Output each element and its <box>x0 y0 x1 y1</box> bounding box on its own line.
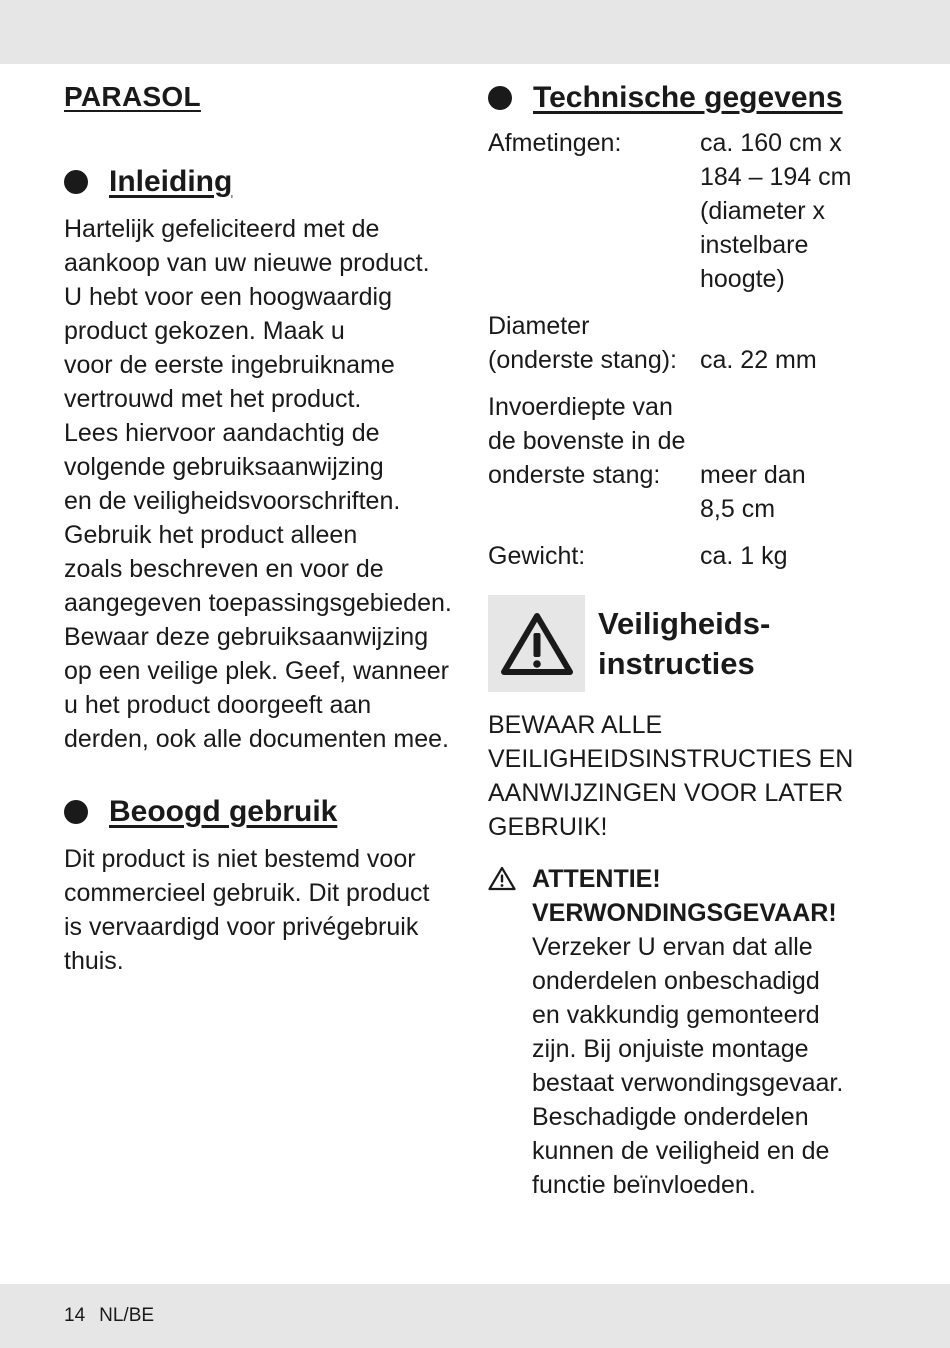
spec-row-invoerdiepte <box>488 377 852 526</box>
section-heading-inleiding <box>64 162 464 202</box>
spec-value: ca. 1 kg <box>700 542 788 570</box>
safety-caps-text: BEWAAR ALLE VEILIGHEIDSINSTRUCTIES EN AANWIJZINGEN VOOR LATER GEBRUIK! <box>488 711 854 841</box>
inleiding-text: Hartelijk gefeliciteerd met de aankoop van uw nieuwe product. U hebt voor een hoogwaardig product gekozen. Maak u voor de eerste ingebruikname vertrouwd met het product. Lees hiervoor aandachtig de volgende gebruiksaanwijzing en de veiligheidsvoorschriften. Gebruik het product alleen zoals beschreven en voor de aangegeven toepassingsgebieden. Bewaar deze gebruiksaanwijzing op een veilige plek. Geef, wanneer u het product doorgeeft aan derden, ook alle documenten mee. <box>64 215 452 753</box>
spec-value: ca. 160 cm x 184 – 194 cm (diameter x instelbare hoogte) <box>700 129 852 293</box>
bullet-icon <box>488 86 512 110</box>
footer <box>64 1305 154 1327</box>
page-number: 14 <box>64 1305 86 1326</box>
spec-value: meer dan 8,5 cm <box>700 461 806 523</box>
section-heading-beoogd-gebruik <box>64 792 464 832</box>
beoogd-gebruik-text: Dit product is niet bestemd voor commercieel gebruik. Dit product is vervaardigd voor privégebruik thuis. <box>64 845 430 975</box>
safety-heading: Veiligheids- instructies <box>598 605 771 681</box>
spec-value: ca. 22 mm <box>700 346 817 374</box>
warning-text: Verzeker U ervan dat alle onderdelen onbeschadigd en vakkundig gemonteerd zijn. Bij onjuiste montage bestaat verwondingsgevaar. Beschadigde onderdelen kunnen de veiligheid en de functie beïnvloeden. <box>532 933 844 1199</box>
right-column <box>488 78 888 1202</box>
heading-text: Technische gegevens <box>533 81 843 114</box>
spec-label: Afmetingen: <box>488 129 622 157</box>
spec-table <box>488 126 852 573</box>
spec-row-afmetingen <box>488 126 852 296</box>
warning-content <box>532 862 888 1202</box>
warning-icon-container <box>488 862 532 1202</box>
warning-block <box>488 862 888 1202</box>
warning-icon-box <box>488 595 585 692</box>
spec-label: Gewicht: <box>488 542 586 570</box>
left-column <box>64 78 464 978</box>
spec-row-diameter <box>488 296 852 377</box>
warning-heading: ATTENTIE! VERWONDINGSGEVAAR! <box>532 865 837 927</box>
bullet-icon <box>64 800 88 824</box>
header-band <box>0 0 950 64</box>
spec-label: Diameter (onderste stang): <box>488 312 677 374</box>
warning-triangle-icon <box>501 612 573 676</box>
page-title: PARASOL <box>64 81 201 112</box>
section-heading-technische-gegevens <box>488 78 888 118</box>
heading-text: Inleiding <box>109 165 233 198</box>
heading-text: Beoogd gebruik <box>109 795 338 828</box>
warning-triangle-small-icon <box>488 866 516 891</box>
bullet-icon <box>64 170 88 194</box>
safety-header <box>488 595 888 692</box>
locale-label: NL/BE <box>99 1305 155 1326</box>
spec-row-gewicht <box>488 526 852 573</box>
spec-label: Invoerdiepte van de bovenste in de onderste stang: <box>488 393 686 489</box>
